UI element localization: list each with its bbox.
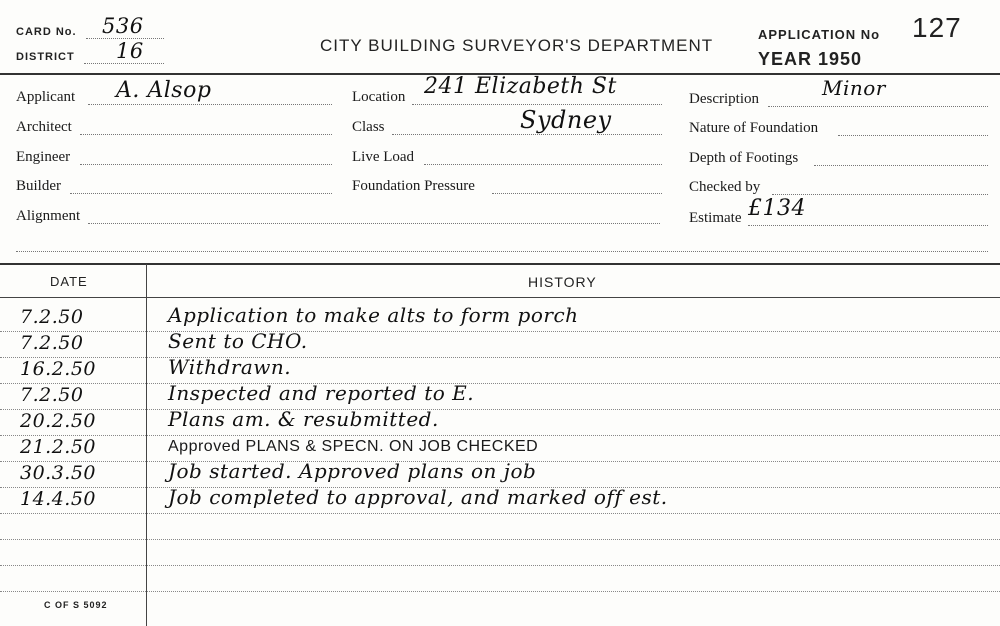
date-column-header: DATE: [50, 274, 88, 289]
date-column-divider: [146, 264, 147, 626]
ruled-line: [0, 357, 1000, 358]
class-line: [392, 134, 662, 135]
history-entry: Application to make alts to form porch: [168, 303, 579, 327]
history-header-divider: [0, 297, 1000, 298]
location-value: 241 Elizabeth St: [424, 74, 617, 99]
history-date: 7.2.50: [20, 332, 84, 354]
application-number: 127: [912, 12, 962, 43]
history-entry: Plans am. & resubmitted.: [168, 407, 439, 431]
checked-by-label: Checked by: [689, 179, 761, 195]
alignment-label: Alignment: [16, 208, 81, 224]
live-load-label: Live Load: [352, 149, 415, 165]
year-label: YEAR 1950: [758, 49, 863, 69]
history-date: 30.3.50: [20, 462, 97, 484]
ruled-line: [0, 513, 1000, 514]
description-value: Minor: [822, 76, 886, 100]
builder-line: [70, 193, 332, 194]
history-entry: Withdrawn.: [168, 355, 292, 379]
architect-line: [80, 134, 332, 135]
description-line: [768, 106, 988, 107]
history-entry: Job started. Approved plans on job: [168, 459, 537, 483]
blank-line: [16, 251, 988, 252]
checked-by-line: [772, 194, 988, 195]
estimate-value: £134: [748, 196, 806, 221]
nature-of-foundation-label: Nature of Foundation: [689, 120, 819, 136]
description-label: Description: [689, 91, 759, 107]
estimate-label: Estimate: [689, 210, 742, 226]
depth-of-footings-line: [814, 165, 988, 166]
history-entry: Job completed to approval, and marked off est.: [168, 485, 668, 509]
ruled-line: [0, 435, 1000, 436]
history-column-header: HISTORY: [528, 274, 597, 290]
ruled-line: [0, 591, 1000, 592]
district-line: [84, 63, 164, 64]
history-entry: Sent to CHO.: [168, 329, 308, 353]
ruled-line: [0, 383, 1000, 384]
engineer-line: [80, 164, 332, 165]
nature-of-foundation-line: [838, 135, 988, 136]
foundation-pressure-label: Foundation Pressure: [352, 178, 475, 194]
foundation-pressure-line: [492, 193, 662, 194]
card-no-value: 536: [102, 14, 144, 38]
ruled-line: [0, 409, 1000, 410]
ruled-line: [0, 565, 1000, 566]
architect-label: Architect: [16, 119, 72, 135]
application-label: APPLICATION No: [758, 27, 881, 42]
history-top-divider: [0, 263, 1000, 265]
history-date: 7.2.50: [20, 384, 84, 406]
card-no-label: CARD No.: [16, 26, 77, 38]
applicant-value: A. Alsop: [116, 78, 212, 103]
history-entry: Inspected and reported to E.: [168, 381, 475, 405]
department-title: CITY BUILDING SURVEYOR'S DEPARTMENT: [320, 36, 714, 55]
engineer-label: Engineer: [16, 149, 71, 165]
district-label: DISTRICT: [16, 51, 75, 63]
history-date: 14.4.50: [20, 488, 97, 510]
applicant-line: [88, 104, 332, 105]
history-date: 7.2.50: [20, 306, 84, 328]
history-entry: Approved PLANS & SPECN. ON JOB CHECKED: [168, 438, 539, 455]
depth-of-footings-label: Depth of Footings: [689, 150, 799, 166]
history-date: 16.2.50: [20, 358, 97, 380]
builder-label: Builder: [16, 178, 61, 194]
applicant-label: Applicant: [16, 89, 76, 105]
district-value: 16: [116, 39, 144, 63]
form-code: C OF S 5092: [44, 600, 108, 610]
location-label: Location: [352, 89, 406, 105]
location-line: [412, 104, 662, 105]
ruled-line: [0, 331, 1000, 332]
estimate-line: [748, 225, 988, 226]
history-date: 21.2.50: [20, 436, 97, 458]
history-date: 20.2.50: [20, 410, 97, 432]
class-label: Class: [352, 119, 385, 135]
location-value-line2: Sydney: [520, 106, 612, 134]
live-load-line: [424, 164, 662, 165]
ruled-line: [0, 539, 1000, 540]
alignment-line: [88, 223, 660, 224]
